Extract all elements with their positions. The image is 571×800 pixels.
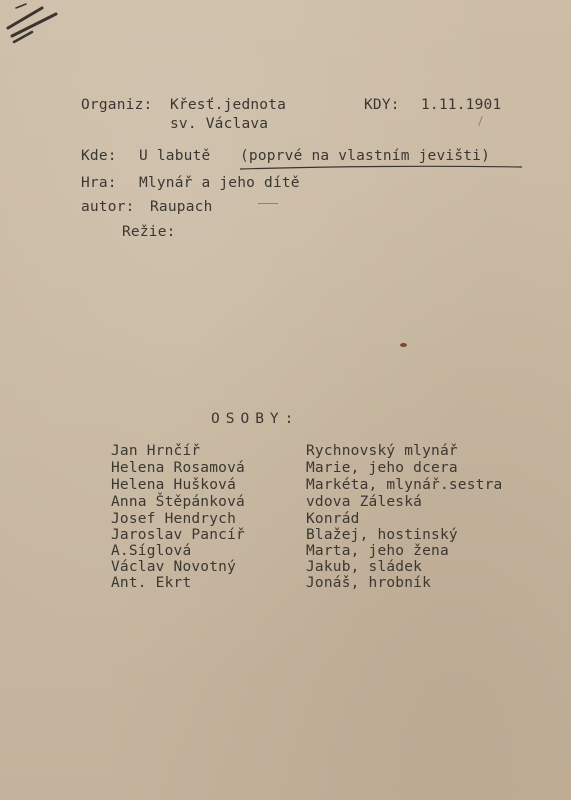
cast-role: Markéta, mlynář.sestra [306,477,503,493]
org-name-line2: sv. Václava [170,116,269,132]
venue-value: U labutě [139,148,211,164]
pencil-smudge [258,203,278,204]
cast-role: Blažej, hostinský [306,527,458,543]
cast-actor: A.Síglová [111,543,192,559]
venue-note: (poprvé na vlastním jevišti) [240,148,491,164]
pencil-mark [4,2,64,48]
cast-actor: Jaroslav Pancíř [111,527,245,543]
cast-role: Marta, jeho žena [306,543,449,559]
author-label: autor: [81,199,135,215]
org-name-line1: Křesť.jednota [170,97,287,113]
cast-actor: Anna Štěpánková [111,494,245,510]
ink-speck [400,343,407,347]
venue-label: Kde: [81,148,117,164]
org-label: Organiz: [81,97,153,113]
hand-underline [238,163,524,175]
cast-role: vdova Záleská [306,494,423,510]
cast-role: Rychnovský mlynář [306,443,458,459]
cast-actor: Helena Hušková [111,477,237,493]
cast-role: Jonáš, hrobník [306,575,432,591]
cast-actor: Helena Rosamová [111,460,245,476]
cast-role: Marie, jeho dcera [306,460,458,476]
author-name: Raupach [150,199,213,215]
play-title: Mlynář a jeho dítě [139,175,300,191]
play-label: Hra: [81,175,117,191]
cast-actor: Ant. Ekrt [111,575,192,591]
date-value: 1.11.1901 [421,97,502,113]
director-label: Režie: [122,224,176,240]
pencil-tick [478,116,482,126]
cast-role: Konrád [306,511,360,527]
cast-role: Jakub, sládek [306,559,423,575]
date-label: KDY: [364,97,400,113]
cast-actor: Václav Novotný [111,559,237,575]
cast-actor: Josef Hendrych [111,511,237,527]
cast-actor: Jan Hrnčíř [111,443,201,459]
cast-title: OSOBY: [211,411,300,427]
